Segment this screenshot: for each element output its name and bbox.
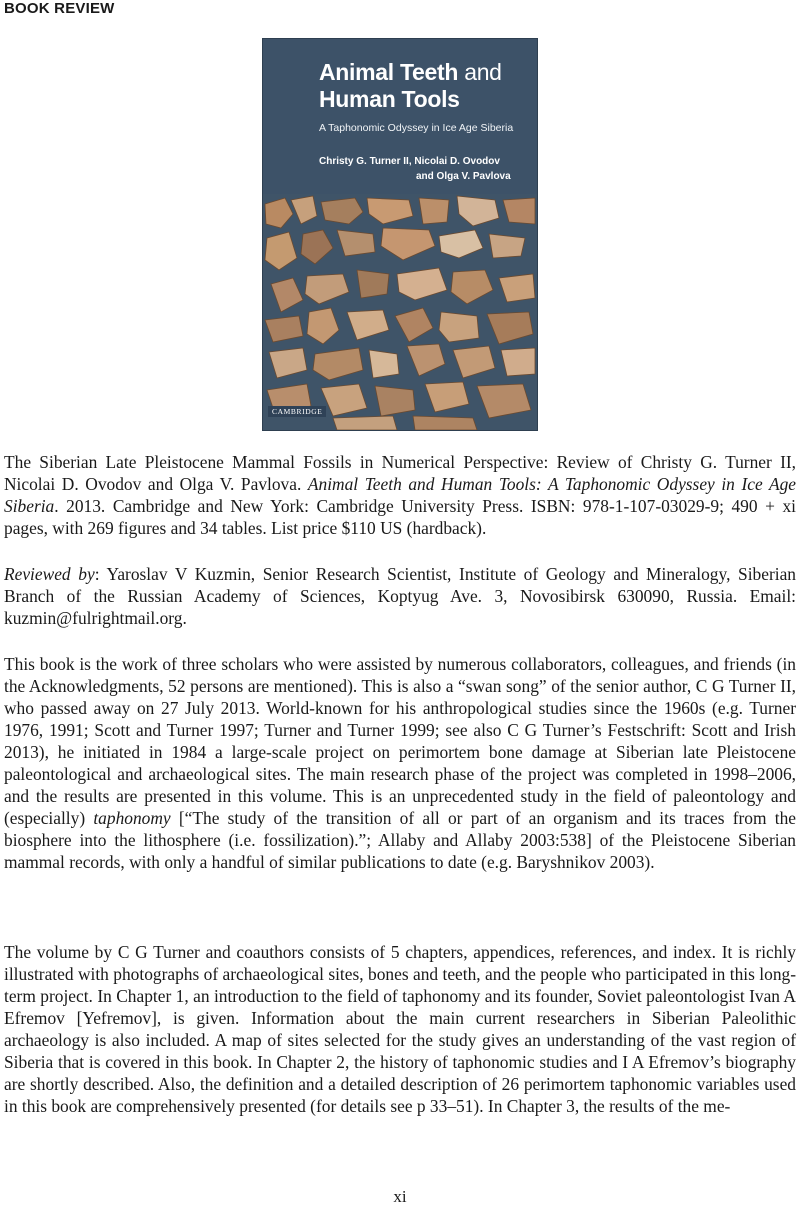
page-number: xi	[393, 1187, 407, 1206]
body-paragraph-2: The volume by C G Turner and coauthors consists of 5 chapters, appendices, references, and index. It is richly illustrated with photographs of archaeological sites, bones and teeth, and the people who participated in this long-term project. In Chapter 1, an introduction to the field of taphonomy and its founder, Soviet paleontologist Ivan A Efremov [Yefremov], is given. Information about the main current researchers in Siberian Paleolithic archaeology is also included. A map of sites selected for the study gives an understanding of the vast region of Siberia that is covered in this book. In Chapter 2, the history of taphonomic studies and I A Efremov’s biography are shortly described. Also, the definition and a detailed description of 26 perimortem taphonomic variables used in this book are comprehensively presented (for details see p 33–51). In Chapter 3, the results of the me-	[4, 942, 796, 1116]
body-paragraph-1	[4, 653, 796, 873]
cover-subtitle: A Taphonomic Odyssey in Ice Age Siberia	[319, 122, 514, 134]
citation-details: . 2013. Cambridge and New York: Cambridge University Press. ISBN: 978-1-107-03029-9; 490 + xi pages, with 269 figures and 34 tables. List price $110 US (hardback).	[4, 496, 796, 538]
reviewer-paragraph	[4, 563, 796, 629]
cover-authors-line1: Christy G. Turner II, Nicolai D. Ovodov	[319, 156, 500, 167]
reviewer-label: Reviewed by	[4, 564, 95, 584]
cover-fossil-fragments-image	[263, 194, 537, 430]
book-cover	[263, 39, 537, 430]
cover-title	[319, 59, 529, 113]
cover-authors-line2: and Olga V. Pavlova	[416, 171, 511, 182]
citation-book-title: Animal Teeth and Human Tools: A Taphonomic Odyssey in Ice Age Siberia	[4, 474, 797, 516]
citation-lead: The Siberian Late Pleistocene Mammal Fossils in Numerical Perspective: Review of Christy G. Turner II, Nicolai D. Ovodov and Olga V. Pavlova.	[4, 452, 796, 494]
citation-paragraph	[4, 451, 796, 539]
cover-title-and: and	[458, 59, 502, 85]
body-paragraph-1-term: taphonomy	[93, 808, 171, 828]
cover-authors	[319, 154, 529, 184]
publisher-logo: CAMBRIDGE	[268, 406, 326, 417]
section-header: BOOK REVIEW	[4, 0, 115, 17]
body-paragraph-1-part1: This book is the work of three scholars who were assisted by numerous collaborators, colleagues, and friends (in the Acknowledgments, 52 persons are mentioned). This is also a “swan song” of the senior author, C G Turner II, who passed away on 27 July 2013. World-known for his anthropological studies since the 1960s (e.g. Turner 1976, 1991; Scott and Turner 1997; Turner and Turner 1999; see also C G Turner’s Festschrift: Scott and Irish 2013), he initiated in 1984 a large-scale project on perimortem bone damage at Siberian late Pleistocene paleontological and archaeological sites. The main research phase of the project was completed in 1998–2006, and the results are presented in this volume. This is an unprecedented study in the field of paleontology and (especially)	[4, 654, 796, 828]
cover-title-part1: Animal Teeth	[319, 59, 459, 85]
body-paragraph-1-part2: [“The study of the transition of all or part of an organism and its traces from the biosphere into the lithosphere (i.e. fossilization).”; Allaby and Allaby 2003:538] of the Pleistocene Siberian mammal records, with only a handful of similar publications to date (e.g. Baryshnikov 2003).	[4, 808, 796, 872]
reviewer-text: : Yaroslav V Kuzmin, Senior Research Scientist, Institute of Geology and Mineralogy, Siberian Branch of the Russian Academy of Sciences, Koptyug Ave. 3, Novosibirsk 630090, Russia. Email: kuzmin@fulrightmail.org.	[4, 564, 797, 628]
cover-title-part2: Human Tools	[319, 86, 460, 112]
